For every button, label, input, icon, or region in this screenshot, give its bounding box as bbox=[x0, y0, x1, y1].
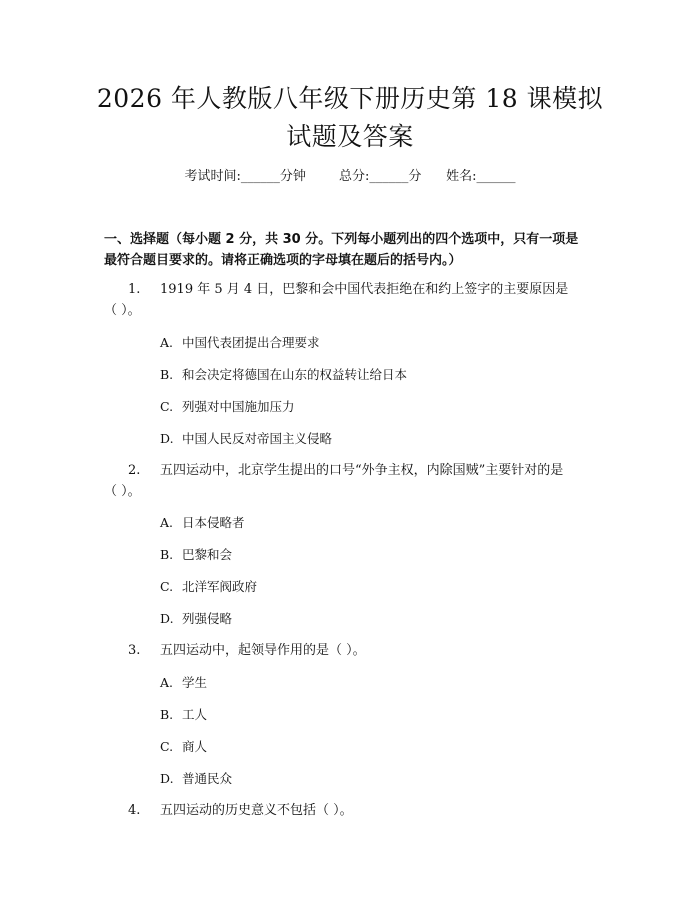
question-2-text-line-1: 五四运动中，北京学生提出的口号“外争主权，内除国贼”主要针对的是 bbox=[160, 463, 564, 478]
option-text: 中国代表团提出合理要求 bbox=[182, 335, 320, 350]
question-1-text-line-1: 1919 年 5 月 4 日，巴黎和会中国代表拒绝在和约上签字的主要原因是 bbox=[160, 282, 569, 297]
question-4-text-line-1: 五四运动的历史意义不包括（ ）。 bbox=[160, 803, 353, 818]
option-text: 普通民众 bbox=[182, 771, 233, 786]
question-3-option-a bbox=[160, 673, 207, 693]
name-blank: ______ bbox=[476, 169, 516, 184]
name-label: 姓名: bbox=[446, 169, 477, 184]
question-3-option-c bbox=[160, 737, 207, 757]
question-2-number: 2. bbox=[128, 463, 141, 478]
question-2-option-c bbox=[160, 577, 257, 597]
question-4-number: 4. bbox=[128, 803, 141, 818]
section-heading-line-2: 最符合题目要求的。请将正确选项的字母填在题后的括号内。） bbox=[104, 253, 462, 268]
option-text: 北洋军阀政府 bbox=[182, 579, 258, 594]
question-2-option-a bbox=[160, 513, 245, 533]
question-2-option-d bbox=[160, 609, 232, 629]
option-letter: B. bbox=[160, 367, 174, 382]
question-1-option-a bbox=[160, 333, 320, 353]
document-title bbox=[60, 80, 640, 156]
option-letter: A. bbox=[160, 335, 174, 350]
option-letter: B. bbox=[160, 707, 174, 722]
option-letter: B. bbox=[160, 547, 174, 562]
section-heading bbox=[104, 229, 604, 271]
question-3-option-d bbox=[160, 769, 232, 789]
option-letter: C. bbox=[160, 739, 174, 754]
option-letter: A. bbox=[160, 515, 174, 530]
question-2-text-line-2: （ ）。 bbox=[104, 484, 141, 499]
option-text: 列强侵略 bbox=[182, 611, 233, 626]
option-text: 和会决定将德国在山东的权益转让给日本 bbox=[182, 367, 408, 382]
question-3-option-b bbox=[160, 705, 207, 725]
option-letter: D. bbox=[160, 611, 174, 626]
question-1-option-c bbox=[160, 397, 295, 417]
option-text: 中国人民反对帝国主义侵略 bbox=[182, 431, 333, 446]
option-text: 工人 bbox=[182, 707, 208, 722]
title-line-1: 2026 年人教版八年级下册历史第 18 课模拟 bbox=[96, 84, 604, 113]
option-letter: D. bbox=[160, 771, 174, 786]
exam-time-blank: ______ bbox=[240, 169, 280, 184]
option-letter: C. bbox=[160, 399, 174, 414]
option-text: 列强对中国施加压力 bbox=[182, 399, 295, 414]
question-3-text-line-1: 五四运动中，起领导作用的是（ ）。 bbox=[160, 643, 366, 658]
title-line-2: 试题及答案 bbox=[286, 122, 414, 151]
option-text: 日本侵略者 bbox=[182, 515, 245, 530]
question-1-number: 1. bbox=[128, 282, 141, 297]
total-score-unit: 分 bbox=[408, 169, 422, 184]
question-1-option-b bbox=[160, 365, 407, 385]
question-2-option-b bbox=[160, 545, 232, 565]
question-3-number: 3. bbox=[128, 643, 141, 658]
question-1-text-line-2: （ ）。 bbox=[104, 303, 141, 318]
exam-info-line bbox=[0, 167, 700, 187]
option-letter: D. bbox=[160, 431, 174, 446]
section-heading-line-1: 一、选择题（每小题 2 分，共 30 分。下列每小题列出的四个选项中，只有一项是 bbox=[104, 232, 579, 247]
option-text: 巴黎和会 bbox=[182, 547, 233, 562]
exam-time-unit: 分钟 bbox=[279, 169, 306, 184]
exam-time-label: 考试时间: bbox=[184, 169, 241, 184]
option-text: 商人 bbox=[182, 739, 208, 754]
option-letter: A. bbox=[160, 675, 174, 690]
option-text: 学生 bbox=[182, 675, 208, 690]
total-score-blank: ______ bbox=[369, 169, 409, 184]
question-1-option-d bbox=[160, 429, 332, 449]
total-score-label: 总分: bbox=[338, 169, 370, 184]
option-letter: C. bbox=[160, 579, 174, 594]
